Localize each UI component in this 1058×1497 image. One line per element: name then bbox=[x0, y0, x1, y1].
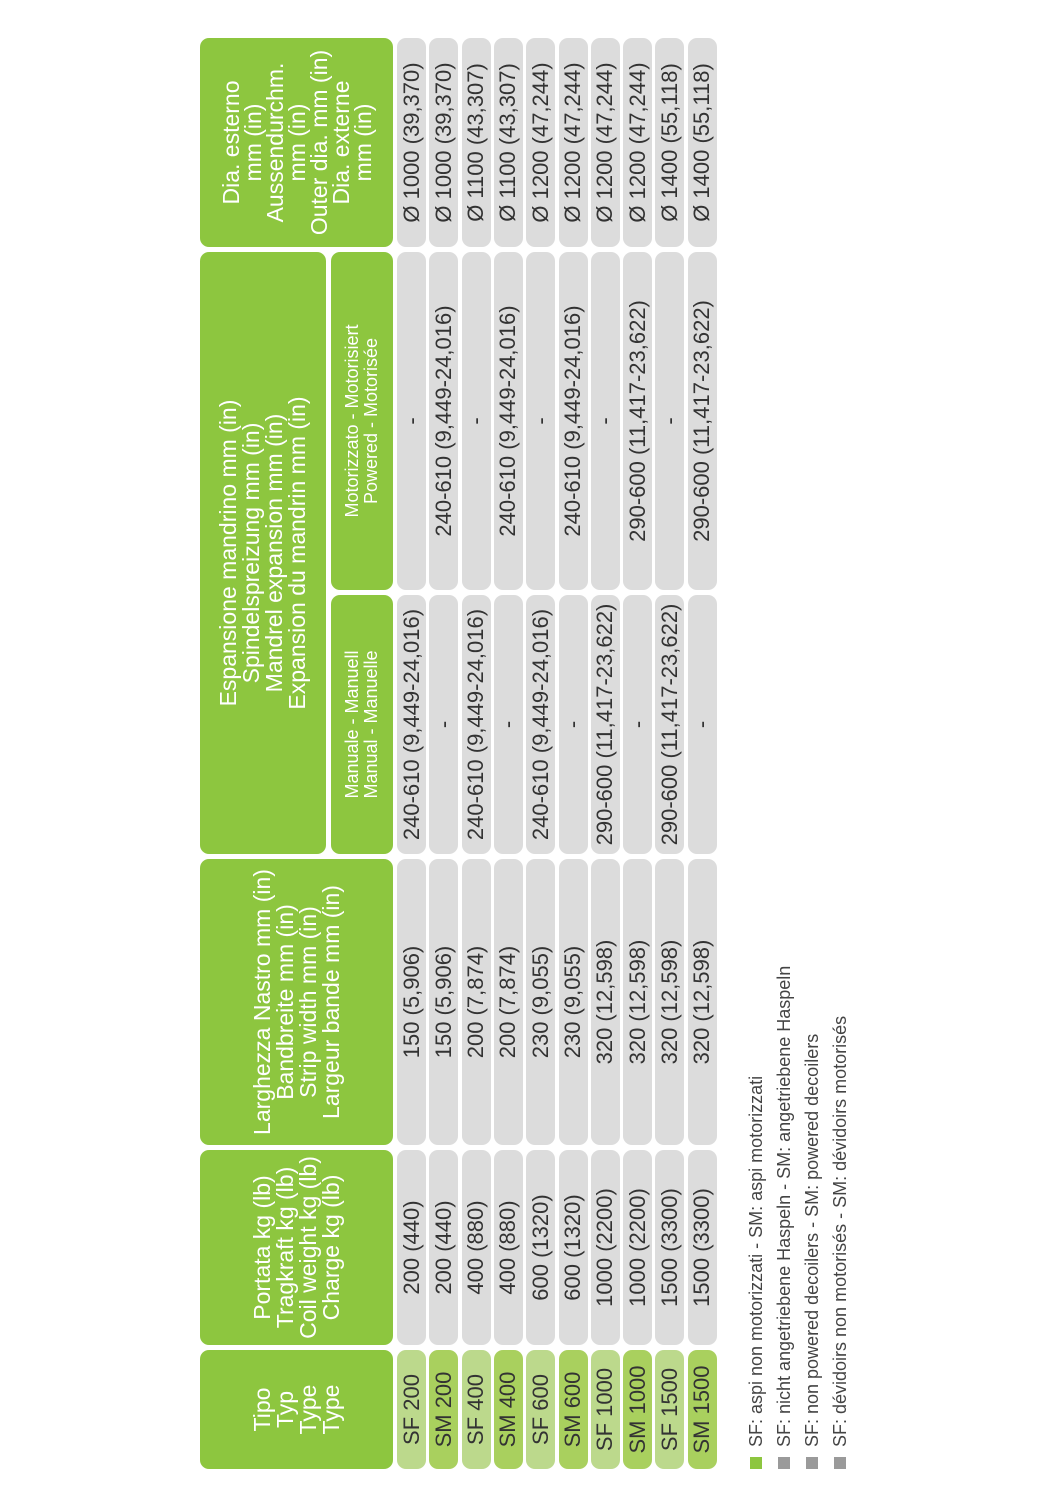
header-manual bbox=[331, 595, 393, 854]
header-line: Type bbox=[294, 1384, 321, 1435]
cell-capacity: 200 (440) bbox=[429, 1150, 458, 1345]
legend-swatch-icon bbox=[834, 1457, 846, 1469]
header-line: Dia. esterno bbox=[217, 80, 244, 205]
legend-text: SF: non powered decoilers - SM: powered decoilers bbox=[802, 1033, 822, 1447]
legend-swatch-icon bbox=[806, 1457, 818, 1469]
cell-width: 320 (12,598) bbox=[591, 859, 620, 1145]
cell-width: 230 (9,055) bbox=[559, 859, 588, 1145]
cell-capacity: 600 (1320) bbox=[526, 1150, 555, 1345]
cell-width: 320 (12,598) bbox=[688, 859, 717, 1145]
legend-item bbox=[826, 966, 854, 1469]
legend-item bbox=[742, 966, 770, 1469]
legend-item bbox=[770, 966, 798, 1469]
cell-type: SF 400 bbox=[462, 1350, 491, 1469]
cell-type: SF 1000 bbox=[591, 1350, 620, 1469]
cell-diameter: Ø 1200 (47,244) bbox=[623, 38, 652, 247]
cell-powered: - bbox=[397, 252, 426, 590]
cell-manual: 240-610 (9,449-24,016) bbox=[397, 595, 426, 854]
header-line: Largeur bande mm (in) bbox=[317, 885, 344, 1119]
cell-type: SF 600 bbox=[526, 1350, 555, 1469]
cell-width: 200 (7,874) bbox=[494, 859, 523, 1145]
cell-diameter: Ø 1000 (39,370) bbox=[397, 38, 426, 247]
cell-capacity: 1500 (3300) bbox=[655, 1150, 684, 1345]
cell-manual: - bbox=[559, 595, 588, 854]
cell-manual: 240-610 (9,449-24,016) bbox=[526, 595, 555, 854]
legend-swatch-icon bbox=[750, 1457, 762, 1469]
cell-manual: - bbox=[623, 595, 652, 854]
cell-width: 230 (9,055) bbox=[526, 859, 555, 1145]
cell-capacity: 1000 (2200) bbox=[591, 1150, 620, 1345]
cell-manual: 290-600 (11,417-23,622) bbox=[655, 595, 684, 854]
cell-width: 150 (5,906) bbox=[397, 859, 426, 1145]
cell-manual: - bbox=[494, 595, 523, 854]
cell-capacity: 600 (1320) bbox=[559, 1150, 588, 1345]
header-line: Aussendurchm. bbox=[261, 62, 288, 223]
cell-width: 320 (12,598) bbox=[623, 859, 652, 1145]
header-line: Coil weight kg (lb) bbox=[294, 1156, 321, 1339]
header-line: Bandbreite mm (in) bbox=[271, 904, 298, 1100]
cell-powered: - bbox=[462, 252, 491, 590]
cell-powered: 240-610 (9,449-24,016) bbox=[559, 252, 588, 590]
header-line: Tragkraft kg (lb) bbox=[271, 1166, 298, 1329]
cell-diameter: Ø 1100 (43,307) bbox=[494, 38, 523, 247]
header-line: Dia. externe bbox=[327, 80, 354, 205]
header-line: mm (in) bbox=[239, 103, 266, 182]
header-line: Powered - Motorisée bbox=[361, 337, 381, 505]
cell-manual: 290-600 (11,417-23,622) bbox=[591, 595, 620, 854]
header-line: mm (in) bbox=[283, 103, 310, 182]
cell-capacity: 1500 (3300) bbox=[688, 1150, 717, 1345]
legend-text: SF: aspi non motorizzati - SM: aspi motorizzati bbox=[746, 1075, 766, 1447]
header-line: Portata kg (lb) bbox=[248, 1175, 275, 1320]
cell-type: SM 1500 bbox=[688, 1350, 717, 1469]
header-line: Motorizzato - Motorisiert bbox=[342, 324, 362, 518]
legend-text: SF: dévidoirs non motorisés - SM: dévidoirs motorisés bbox=[830, 1015, 850, 1447]
cell-width: 150 (5,906) bbox=[429, 859, 458, 1145]
cell-manual: 240-610 (9,449-24,016) bbox=[462, 595, 491, 854]
cell-powered: 240-610 (9,449-24,016) bbox=[494, 252, 523, 590]
header-line: Larghezza Nastro mm (in) bbox=[248, 869, 275, 1135]
header-line: Expansion du mandrin mm (in) bbox=[284, 396, 310, 710]
cell-diameter: Ø 1100 (43,307) bbox=[462, 38, 491, 247]
header-line: Charge kg (lb) bbox=[317, 1174, 344, 1321]
legend bbox=[742, 966, 854, 1469]
cell-capacity: 200 (440) bbox=[397, 1150, 426, 1345]
cell-diameter: Ø 1000 (39,370) bbox=[429, 38, 458, 247]
header-outer-diameter bbox=[200, 38, 393, 247]
header-line: Spindelspreizung mm (in) bbox=[238, 422, 264, 684]
cell-powered: - bbox=[526, 252, 555, 590]
cell-manual: - bbox=[688, 595, 717, 854]
header-line: Type bbox=[317, 1384, 344, 1435]
legend-item bbox=[798, 966, 826, 1469]
cell-diameter: Ø 1200 (47,244) bbox=[591, 38, 620, 247]
cell-powered: 290-600 (11,417-23,622) bbox=[623, 252, 652, 590]
cell-width: 200 (7,874) bbox=[462, 859, 491, 1145]
cell-type: SM 400 bbox=[494, 1350, 523, 1469]
cell-type: SM 200 bbox=[429, 1350, 458, 1469]
cell-manual: - bbox=[429, 595, 458, 854]
header-line: Manual - Manuelle bbox=[361, 650, 381, 799]
header-line: Espansione mandrino mm (in) bbox=[215, 399, 241, 707]
cell-diameter: Ø 1200 (47,244) bbox=[559, 38, 588, 247]
cell-diameter: Ø 1400 (55,118) bbox=[655, 38, 684, 247]
cell-powered: 290-600 (11,417-23,622) bbox=[688, 252, 717, 590]
header-line: Tipo bbox=[248, 1387, 275, 1432]
cell-powered: - bbox=[591, 252, 620, 590]
cell-powered: - bbox=[655, 252, 684, 590]
cell-type: SM 600 bbox=[559, 1350, 588, 1469]
cell-type: SF 1500 bbox=[655, 1350, 684, 1469]
header-powered bbox=[331, 252, 393, 590]
cell-type: SF 200 bbox=[397, 1350, 426, 1469]
cell-width: 320 (12,598) bbox=[655, 859, 684, 1145]
header-line: mm (in) bbox=[349, 103, 376, 182]
header-line: Typ bbox=[271, 1390, 298, 1429]
cell-capacity: 1000 (2200) bbox=[623, 1150, 652, 1345]
header-line: Outer dia. mm (in) bbox=[305, 49, 332, 236]
cell-type: SM 1000 bbox=[623, 1350, 652, 1469]
legend-swatch-icon bbox=[778, 1457, 790, 1469]
header-line: Mandrel expansion mm (in) bbox=[261, 413, 287, 693]
header-line: Strip width mm (in) bbox=[294, 906, 321, 1098]
legend-text: SF: nicht angetriebene Haspeln - SM: angetriebene Haspeln bbox=[774, 965, 794, 1447]
header-mandrel-expansion bbox=[200, 252, 326, 854]
header-type bbox=[200, 1350, 393, 1469]
cell-diameter: Ø 1400 (55,118) bbox=[688, 38, 717, 247]
cell-capacity: 400 (880) bbox=[462, 1150, 491, 1345]
cell-capacity: 400 (880) bbox=[494, 1150, 523, 1345]
header-capacity bbox=[200, 1150, 393, 1345]
cell-diameter: Ø 1200 (47,244) bbox=[526, 38, 555, 247]
header-line: Manuale - Manuell bbox=[342, 650, 362, 799]
header-strip-width bbox=[200, 859, 393, 1145]
cell-powered: 240-610 (9,449-24,016) bbox=[429, 252, 458, 590]
